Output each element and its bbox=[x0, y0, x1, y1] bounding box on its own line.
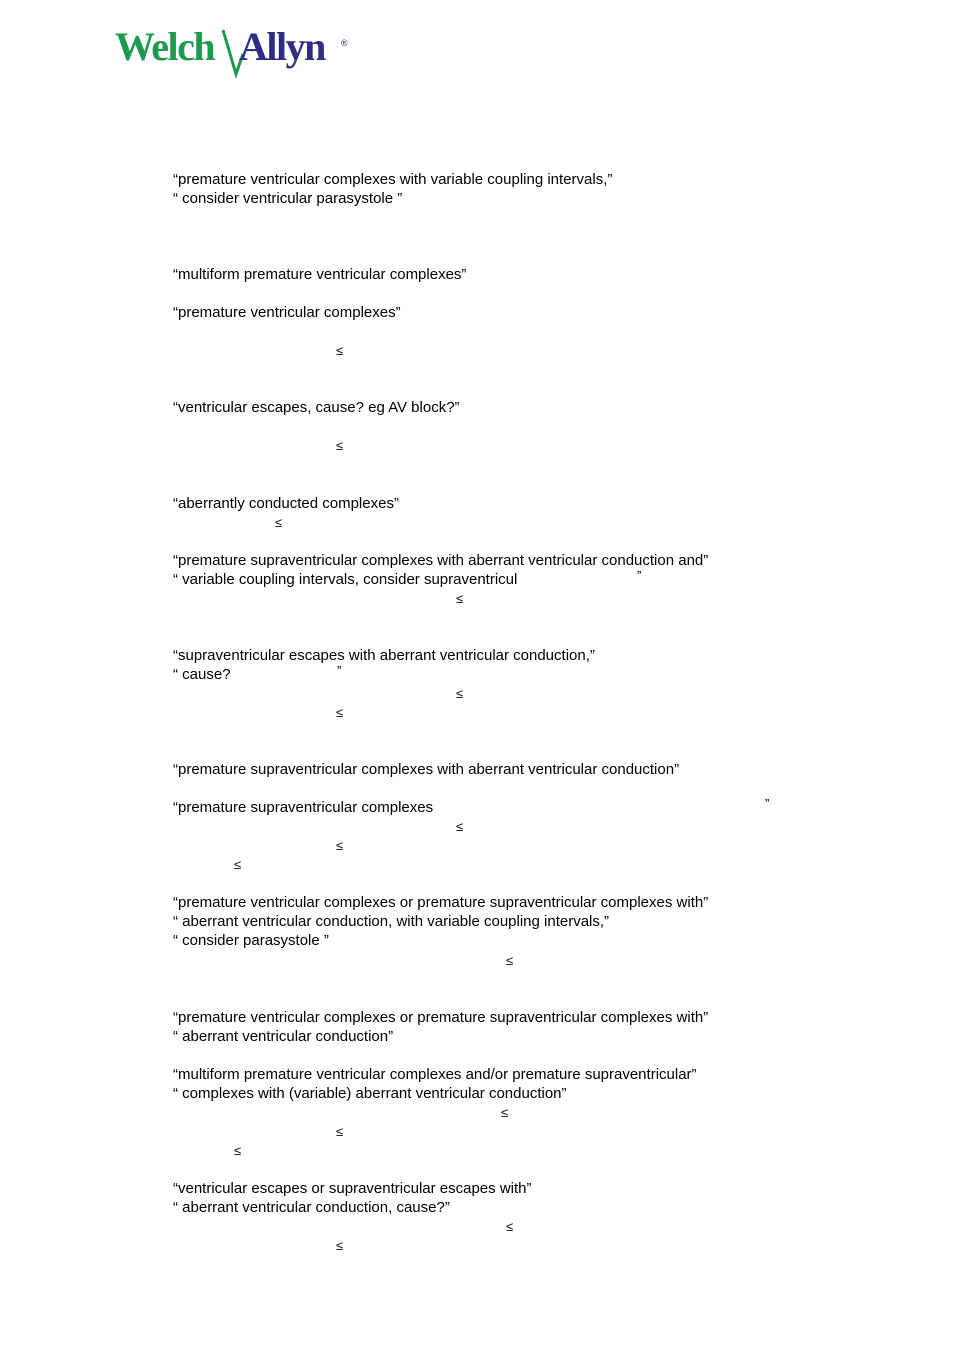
less-equal-symbol: ≤ bbox=[336, 1238, 344, 1253]
statement-line: “premature ventricular complexes” bbox=[173, 304, 401, 321]
less-equal-symbol: ≤ bbox=[336, 1124, 344, 1139]
statement-line: “premature ventricular complexes or premature supraventricular complexes with” bbox=[173, 894, 709, 911]
less-equal-symbol: ≤ bbox=[506, 1219, 514, 1234]
closing-quote-mark: ” bbox=[765, 796, 770, 811]
less-equal-symbol: ≤ bbox=[275, 515, 283, 530]
statement-line: “ variable coupling intervals, consider supraventricul bbox=[173, 571, 518, 588]
less-equal-symbol: ≤ bbox=[336, 343, 344, 358]
statement-line: “premature ventricular complexes or premature supraventricular complexes with” bbox=[173, 1009, 709, 1026]
statement-line: “ aberrant ventricular conduction” bbox=[173, 1028, 394, 1045]
less-equal-symbol: ≤ bbox=[234, 857, 242, 872]
statement-line: “aberrantly conducted complexes” bbox=[173, 495, 399, 512]
statement-line: “premature supraventricular complexes with aberrant ventricular conduction and” bbox=[173, 552, 709, 569]
logo-registered-mark: ® bbox=[341, 38, 348, 48]
statement-line: “ aberrant ventricular conduction, with variable coupling intervals,” bbox=[173, 913, 610, 930]
less-equal-symbol: ≤ bbox=[456, 686, 464, 701]
statement-line: “ aberrant ventricular conduction, cause?” bbox=[173, 1199, 450, 1216]
less-equal-symbol: ≤ bbox=[336, 838, 344, 853]
statement-line: “multiform premature ventricular complexes and/or premature supraventricular” bbox=[173, 1066, 697, 1083]
statement-line: “ consider ventricular parasystole ” bbox=[173, 190, 403, 207]
statement-line: “premature supraventricular complexes with aberrant ventricular conduction” bbox=[173, 761, 680, 778]
statement-line: “ventricular escapes or supraventricular escapes with” bbox=[173, 1180, 532, 1197]
statement-line: “ complexes with (variable) aberrant ventricular conduction” bbox=[173, 1085, 567, 1102]
statement-line: “ventricular escapes, cause? eg AV block?” bbox=[173, 399, 460, 416]
welch-allyn-logo bbox=[115, 24, 355, 84]
less-equal-symbol: ≤ bbox=[456, 819, 464, 834]
statement-line: “premature ventricular complexes with variable coupling intervals,” bbox=[173, 171, 613, 188]
logo-text-allyn: Allyn bbox=[239, 24, 325, 69]
less-equal-symbol: ≤ bbox=[501, 1105, 509, 1120]
statement-line: “ cause? bbox=[173, 666, 231, 683]
statement-line: “supraventricular escapes with aberrant ventricular conduction,” bbox=[173, 647, 595, 664]
logo-text-welch: Welch bbox=[115, 24, 215, 69]
less-equal-symbol: ≤ bbox=[336, 705, 344, 720]
less-equal-symbol: ≤ bbox=[506, 953, 514, 968]
less-equal-symbol: ≤ bbox=[336, 438, 344, 453]
less-equal-symbol: ≤ bbox=[234, 1143, 242, 1158]
closing-quote-mark: ” bbox=[637, 568, 642, 583]
statement-line: “premature supraventricular complexes bbox=[173, 799, 434, 816]
closing-quote-mark: ” bbox=[337, 663, 342, 678]
less-equal-symbol: ≤ bbox=[456, 591, 464, 606]
statement-line: “ consider parasystole ” bbox=[173, 932, 329, 949]
statement-line: “multiform premature ventricular complexes” bbox=[173, 266, 467, 283]
